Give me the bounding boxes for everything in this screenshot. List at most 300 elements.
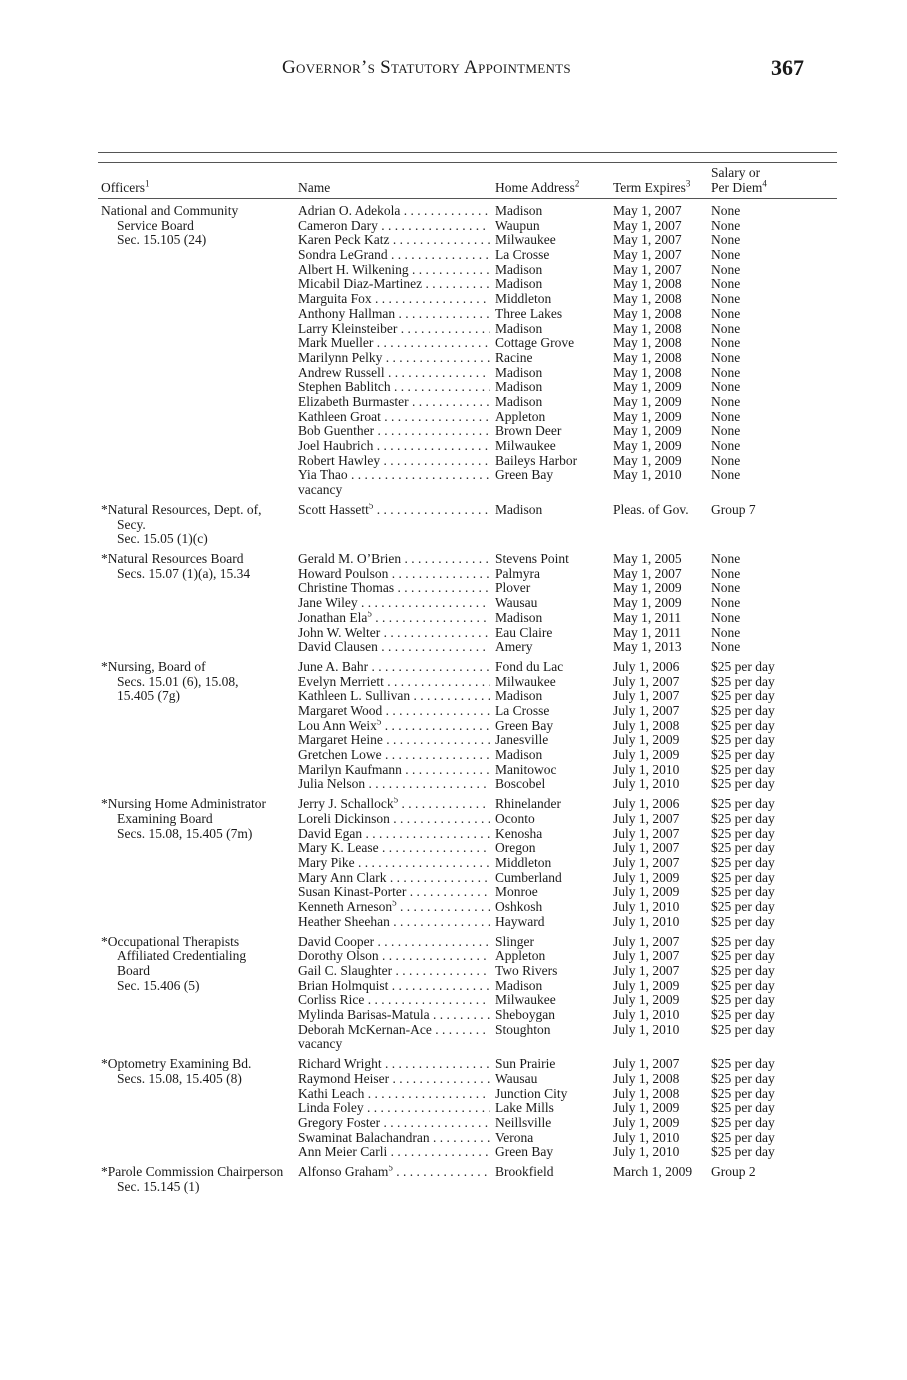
salary: None	[711, 624, 741, 640]
appointee-name-text: Marguita Fox	[298, 292, 372, 307]
salary: $25 per day	[711, 948, 775, 964]
appointee-name	[298, 1145, 490, 1160]
term-expires: May 1, 2009	[613, 408, 682, 424]
appointee-name-text: David Clausen	[298, 640, 378, 655]
salary: $25 per day	[711, 732, 775, 748]
table-row	[0, 949, 907, 964]
home-address: Milwaukee	[495, 232, 556, 248]
table-row	[0, 277, 907, 292]
salary: None	[711, 232, 741, 248]
home-address: Palmyra	[495, 565, 540, 581]
officer-detail: Examining Board	[117, 810, 213, 826]
home-address: Rhinelander	[495, 796, 561, 812]
salary: None	[711, 261, 741, 277]
home-address: Oconto	[495, 810, 535, 826]
table-row	[0, 640, 907, 655]
salary: $25 per day	[711, 933, 775, 949]
term-expires: May 1, 2008	[613, 335, 682, 351]
appointee-name-text: Mary Pike	[298, 856, 355, 871]
home-address: Three Lakes	[495, 305, 563, 321]
salary: None	[711, 423, 741, 439]
appointee-name-text: Jonathan Ela	[298, 610, 368, 625]
appointee-name	[298, 704, 490, 719]
officer-detail: Sec. 15.145 (1)	[117, 1178, 200, 1194]
appointee-name-text: Loreli Dickinson	[298, 811, 390, 826]
appointee-name	[298, 993, 490, 1008]
salary: $25 per day	[711, 840, 775, 856]
appointee-name	[298, 351, 490, 366]
home-address: La Crosse	[495, 247, 550, 263]
term-expires: July 1, 2009	[613, 747, 680, 763]
table-row	[0, 1087, 907, 1102]
appointee-name	[298, 797, 490, 812]
table-header	[0, 160, 907, 196]
salary: $25 per day	[711, 796, 775, 812]
appointment-group	[0, 204, 907, 498]
home-address: Eau Claire	[495, 624, 553, 640]
appointee-name-text: David Cooper	[298, 934, 375, 949]
table-row	[0, 219, 907, 234]
table-row	[0, 871, 907, 886]
term-expires: May 1, 2007	[613, 217, 682, 233]
appointee-name-text: Gail C. Slaughter	[298, 963, 393, 978]
appointee-name	[298, 900, 490, 915]
appointee-name-text: Heather Sheehan	[298, 914, 390, 929]
officer-title: *Occupational Therapists	[101, 933, 240, 949]
home-address: Brookfield	[495, 1164, 554, 1180]
home-address: Milwaukee	[495, 438, 556, 453]
salary: $25 per day	[711, 884, 775, 900]
appointee-name	[298, 611, 490, 626]
term-expires: May 1, 2009	[613, 438, 682, 453]
table-row	[0, 454, 907, 469]
appointee-name	[298, 979, 490, 994]
home-address: Cottage Grove	[495, 335, 575, 351]
appointee-name	[298, 439, 490, 454]
salary: $25 per day	[711, 1100, 775, 1116]
appointee-name-text: Karen Peck Katz	[298, 233, 390, 248]
home-address: Appleton	[495, 408, 546, 424]
footnote-marker: 5	[388, 1165, 393, 1173]
salary: None	[711, 452, 741, 468]
appointee-name	[298, 307, 490, 322]
home-address: Madison	[495, 261, 543, 277]
term-expires: July 1, 2010	[613, 1144, 680, 1160]
term-expires: May 1, 2005	[613, 551, 682, 567]
table-row	[0, 1116, 907, 1131]
salary: None	[711, 565, 741, 581]
term-expires: July 1, 2010	[613, 899, 680, 915]
table-row	[0, 204, 907, 219]
appointee-name	[298, 935, 490, 950]
appointee-name	[298, 336, 490, 351]
home-address: Madison	[495, 502, 543, 517]
officer-detail: Secs. 15.07 (1)(a), 15.34	[117, 565, 251, 581]
salary: $25 per day	[711, 825, 775, 841]
appointee-name	[298, 856, 490, 871]
salary: $25 per day	[711, 810, 775, 826]
table-row	[0, 567, 907, 582]
term-expires: Pleas. of Gov.	[613, 502, 689, 517]
appointee-name	[298, 410, 490, 425]
home-address: Two Rivers	[495, 962, 558, 978]
officer-detail: Affiliated Credentialing	[117, 948, 247, 964]
term-expires: May 1, 2008	[613, 320, 682, 336]
home-address: Madison	[495, 393, 543, 409]
appointee-name-text: Lou Ann Weix	[298, 718, 377, 733]
appointment-group	[0, 935, 907, 1053]
term-expires: July 1, 2008	[613, 1070, 680, 1086]
home-address: Hayward	[495, 913, 545, 929]
salary: None	[711, 335, 741, 351]
appointee-name-text: Julia Nelson	[298, 777, 366, 792]
appointee-name	[298, 581, 490, 596]
appointee-name	[298, 915, 490, 930]
home-address: Brown Deer	[495, 423, 562, 439]
table-row	[0, 503, 907, 518]
salary: $25 per day	[711, 1056, 775, 1072]
officer-detail: Service Board	[117, 217, 194, 233]
salary: $25 per day	[711, 703, 775, 719]
table-row	[0, 366, 907, 381]
home-address: La Crosse	[495, 703, 550, 719]
appointee-name	[298, 380, 490, 395]
salary: None	[711, 305, 741, 321]
salary: None	[711, 217, 741, 233]
term-expires: May 1, 2007	[613, 203, 682, 218]
appointee-name-text: Linda Foley	[298, 1101, 364, 1116]
salary: $25 per day	[711, 1129, 775, 1145]
table-row	[0, 552, 907, 567]
home-address: Sun Prairie	[495, 1056, 556, 1072]
footnote-marker: 5	[376, 718, 382, 727]
term-expires: July 1, 2007	[613, 1056, 680, 1072]
appointee-name	[298, 871, 490, 886]
home-address: Madison	[495, 977, 543, 993]
col-name: Name	[298, 180, 331, 195]
appointee-name	[298, 689, 490, 704]
table-row	[0, 596, 907, 611]
appointee-name-text: Raymond Heiser	[298, 1071, 390, 1086]
table-row	[0, 915, 907, 930]
appointment-group	[0, 1165, 907, 1194]
appointee-name-text: Andrew Russell	[298, 365, 385, 380]
table-row	[0, 1057, 907, 1072]
appointee-name	[298, 468, 490, 483]
appointee-name	[298, 1101, 490, 1116]
table-row	[0, 812, 907, 827]
officer-title: *Parole Commission Chairperson	[101, 1164, 284, 1180]
appointee-name-text: Kathleen L. Sullivan	[298, 689, 411, 704]
appointee-name	[298, 1023, 490, 1038]
officer-detail: Secs. 15.08, 15.405 (8)	[117, 1070, 242, 1086]
appointee-name-text: Gerald M. O’Brien	[298, 552, 402, 567]
appointee-name	[298, 263, 490, 278]
appointee-name-text: Albert H. Wilkening	[298, 262, 409, 277]
appointee-name	[298, 719, 490, 734]
appointee-name-text: Gretchen Lowe	[298, 748, 382, 763]
term-expires: July 1, 2010	[613, 776, 680, 792]
home-address: Madison	[495, 276, 543, 292]
appointee-name	[298, 763, 490, 778]
term-expires: May 1, 2009	[613, 423, 682, 439]
table-row	[0, 763, 907, 778]
term-expires: July 1, 2008	[613, 717, 680, 733]
appointee-name-text: Stephen Bablitch	[298, 380, 391, 395]
appointee-name-text: Susan Kinast-Porter	[298, 885, 407, 900]
appointee-name-text: Larry Kleinsteiber	[298, 321, 398, 336]
table-row	[0, 993, 907, 1008]
appointment-group	[0, 1057, 907, 1160]
appointee-name	[298, 733, 490, 748]
col-home-address: Home Address$^2$	[495, 178, 580, 195]
home-address: Oshkosh	[495, 899, 543, 915]
table-row	[0, 964, 907, 979]
appointment-group	[0, 797, 907, 929]
term-expires: July 1, 2007	[613, 825, 680, 841]
home-address: Madison	[495, 364, 543, 380]
table-row	[0, 351, 907, 366]
term-expires: July 1, 2006	[613, 796, 680, 812]
table-row	[0, 483, 907, 498]
salary: Group 7	[711, 502, 756, 517]
col-officers: Officers$^1$	[101, 178, 150, 195]
appointee-name	[298, 596, 490, 611]
appointee-name-text: Cameron Dary	[298, 218, 378, 233]
home-address: Lake Mills	[495, 1100, 554, 1116]
officer-detail: Secs. 15.08, 15.405 (7m)	[117, 825, 253, 841]
salary: $25 per day	[711, 992, 775, 1008]
appointee-name	[298, 424, 490, 439]
footnote-marker: 5	[392, 900, 397, 908]
appointee-name-text: Mark Mueller	[298, 336, 374, 351]
term-expires: May 1, 2010	[613, 467, 682, 483]
appointee-name	[298, 949, 490, 964]
appointee-name-text: Mylinda Barisas-Matula	[298, 1008, 430, 1023]
table-row	[0, 704, 907, 719]
term-expires: July 1, 2007	[613, 673, 680, 689]
officer-title: *Natural Resources, Dept. of,	[101, 502, 262, 517]
appointee-name	[298, 1037, 490, 1052]
appointee-name	[298, 567, 490, 582]
table-row	[0, 263, 907, 278]
table-row	[0, 841, 907, 856]
salary: None	[711, 203, 741, 218]
officer-detail: Sec. 15.105 (24)	[117, 232, 207, 248]
term-expires: May 1, 2013	[613, 639, 682, 655]
table-row	[0, 395, 907, 410]
col-term-expires: Term Expires$^3$	[613, 178, 691, 195]
table-row	[0, 979, 907, 994]
term-expires: July 1, 2007	[613, 810, 680, 826]
appointee-name-text: Scott Hassett	[298, 503, 369, 517]
salary: $25 per day	[711, 1144, 775, 1160]
table-row	[0, 292, 907, 307]
table-row	[0, 675, 907, 690]
officer-title: *Optometry Examining Bd.	[101, 1056, 252, 1072]
table-row	[0, 336, 907, 351]
salary: $25 per day	[711, 962, 775, 978]
table-row	[0, 380, 907, 395]
appointee-name-text: Mary Ann Clark	[298, 870, 387, 885]
home-address: Madison	[495, 379, 543, 395]
home-address: Madison	[495, 688, 543, 704]
term-expires: July 1, 2010	[613, 913, 680, 929]
appointee-name-text: Yia Thao	[298, 468, 348, 483]
appointee-name-text: Christine Thomas	[298, 581, 395, 596]
appointee-name-text: Brian Holmquist	[298, 978, 389, 993]
appointee-name	[298, 1057, 490, 1072]
officer-detail: Sec. 15.406 (5)	[117, 977, 200, 993]
appointee-name-text: Dorothy Olson	[298, 949, 379, 964]
appointee-name-text: Jerry J. Schallock	[298, 797, 394, 812]
table-row	[0, 935, 907, 950]
home-address: Waupun	[495, 217, 540, 233]
appointee-name-text: Adrian O. Adekola	[298, 204, 401, 218]
home-address: Fond du Lac	[495, 658, 564, 674]
home-address: Milwaukee	[495, 673, 556, 689]
appointee-name	[298, 395, 490, 410]
term-expires: July 1, 2007	[613, 933, 680, 949]
table-row	[0, 719, 907, 734]
appointments-table	[0, 204, 907, 1199]
table-row	[0, 1131, 907, 1146]
appointee-name	[298, 366, 490, 381]
home-address: Junction City	[495, 1085, 568, 1101]
term-expires: July 1, 2009	[613, 884, 680, 900]
term-expires: May 1, 2007	[613, 247, 682, 263]
top-rule	[98, 152, 837, 153]
home-address: Boscobel	[495, 776, 546, 792]
term-expires: May 1, 2009	[613, 580, 682, 596]
salary: None	[711, 595, 741, 611]
appointee-name	[298, 660, 490, 675]
page-number: 367	[771, 55, 804, 80]
table-row	[0, 410, 907, 425]
appointee-name-text: Elizabeth Burmaster	[298, 394, 409, 409]
appointee-name	[298, 748, 490, 763]
appointee-name	[298, 454, 490, 469]
term-expires: July 1, 2007	[613, 688, 680, 704]
term-expires: March 1, 2009	[613, 1164, 693, 1180]
table-row	[0, 733, 907, 748]
salary: $25 per day	[711, 776, 775, 792]
home-address: Kenosha	[495, 825, 543, 841]
salary: None	[711, 639, 741, 655]
appointee-name	[298, 292, 490, 307]
salary: None	[711, 276, 741, 292]
table-row	[0, 856, 907, 871]
home-address: Verona	[495, 1129, 534, 1145]
salary: $25 per day	[711, 869, 775, 885]
home-address: Milwaukee	[495, 992, 556, 1008]
table-row	[0, 233, 907, 248]
appointee-name	[298, 483, 490, 498]
appointee-name	[298, 964, 490, 979]
salary: None	[711, 291, 741, 307]
officer-title: *Natural Resources Board	[101, 551, 244, 567]
salary: None	[711, 320, 741, 336]
table-row	[0, 307, 907, 322]
table-row	[0, 797, 907, 812]
appointee-name-text: vacancy	[298, 1037, 343, 1052]
appointee-name	[298, 1165, 490, 1180]
term-expires: July 1, 2010	[613, 1021, 680, 1037]
salary: $25 per day	[711, 673, 775, 689]
appointee-name	[298, 503, 490, 518]
table-row	[0, 626, 907, 641]
home-address: Madison	[495, 609, 543, 625]
appointee-name-text: Deborah McKernan-Ace	[298, 1022, 432, 1037]
term-expires: July 1, 2010	[613, 761, 680, 777]
salary: $25 per day	[711, 1070, 775, 1086]
term-expires: July 1, 2007	[613, 962, 680, 978]
salary: $25 per day	[711, 1085, 775, 1101]
salary: None	[711, 609, 741, 625]
officer-detail: Secs. 15.01 (6), 15.08,	[117, 673, 239, 689]
term-expires: May 1, 2011	[613, 609, 682, 625]
home-address: Cumberland	[495, 869, 562, 885]
appointee-name-text: Anthony Hallman	[298, 306, 396, 321]
home-address: Madison	[495, 203, 543, 218]
appointee-name	[298, 1072, 490, 1087]
appointee-name-text: Swaminat Balachandran	[298, 1130, 430, 1145]
appointee-name-text: Evelyn Merriett	[298, 674, 384, 689]
home-address: Madison	[495, 747, 543, 763]
appointee-name	[298, 885, 490, 900]
salary: None	[711, 467, 741, 483]
footnote-marker: 5	[368, 503, 374, 511]
term-expires: July 1, 2009	[613, 869, 680, 885]
appointee-name-text: Alfonso Graham	[298, 1165, 389, 1180]
appointee-name-text: Margaret Heine	[298, 733, 383, 748]
home-address: Wausau	[495, 595, 538, 611]
table-row	[0, 1101, 907, 1116]
appointee-name	[298, 1008, 490, 1023]
table-row	[0, 689, 907, 704]
term-expires: May 1, 2008	[613, 349, 682, 365]
appointee-name-text: Ann Meier Carli	[298, 1145, 388, 1160]
term-expires: May 1, 2009	[613, 452, 682, 468]
salary: $25 per day	[711, 658, 775, 674]
table-row	[0, 660, 907, 675]
appointment-group	[0, 660, 907, 792]
col-salary-line1: Salary or	[711, 165, 761, 180]
term-expires: May 1, 2009	[613, 379, 682, 395]
home-address: Stevens Point	[495, 551, 569, 567]
term-expires: July 1, 2010	[613, 1129, 680, 1145]
table-row	[0, 900, 907, 915]
salary: None	[711, 393, 741, 409]
salary: $25 per day	[711, 717, 775, 733]
appointee-name	[298, 777, 490, 792]
appointee-name	[298, 1131, 490, 1146]
table-row	[0, 1165, 907, 1180]
term-expires: July 1, 2009	[613, 1100, 680, 1116]
home-address: Green Bay	[495, 1144, 554, 1160]
term-expires: July 1, 2007	[613, 840, 680, 856]
salary: $25 per day	[711, 855, 775, 871]
appointee-name-text: Mary K. Lease	[298, 841, 379, 856]
col-salary-line2: Per Diem$^4$	[711, 178, 767, 195]
home-address: Slinger	[495, 933, 534, 949]
appointee-name-text: Howard Poulson	[298, 566, 389, 581]
appointee-name	[298, 827, 490, 842]
header-bottom-rule	[98, 198, 837, 199]
term-expires: May 1, 2007	[613, 232, 682, 248]
salary: None	[711, 408, 741, 424]
appointee-name-text: vacancy	[298, 483, 343, 498]
